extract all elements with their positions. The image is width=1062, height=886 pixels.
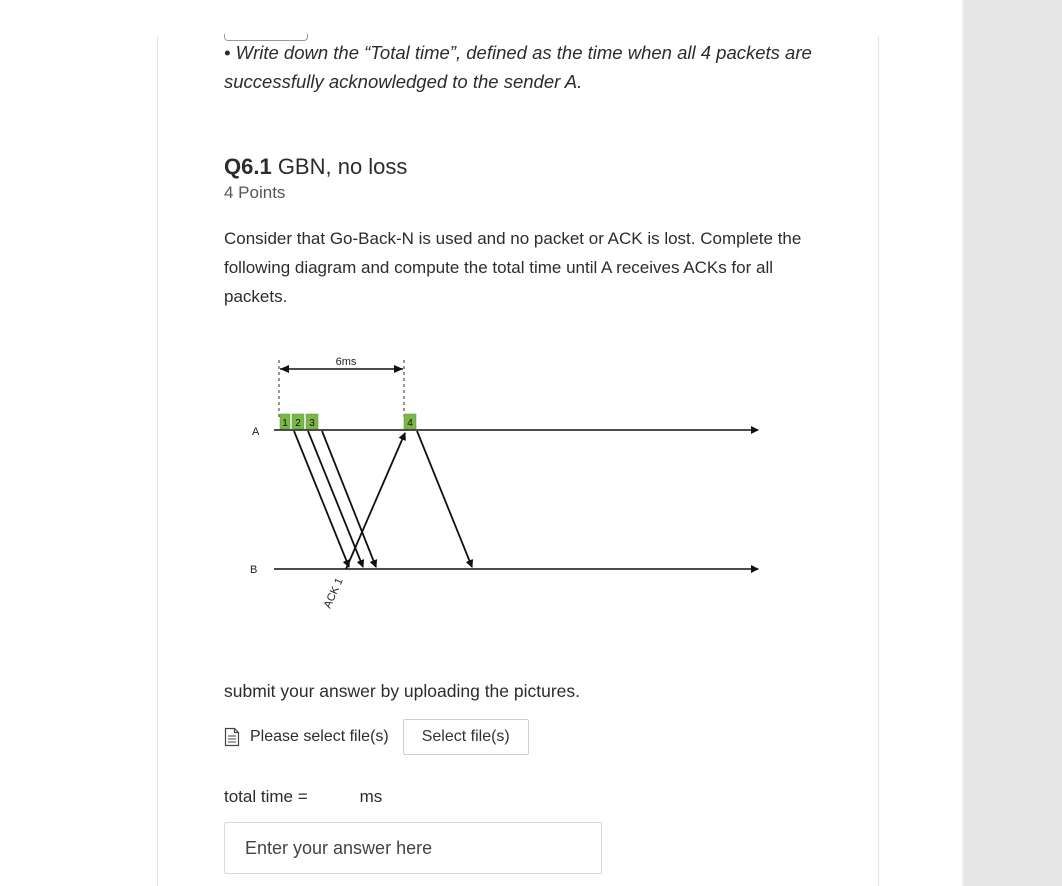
- total-time-label: total time =: [224, 787, 308, 806]
- answer-input[interactable]: [224, 822, 602, 874]
- packet-3-label: 3: [309, 418, 315, 429]
- question-title-text: GBN, no loss: [271, 154, 408, 179]
- intro-bullet: • Write down the “Total time”, defined as the time when all 4 packets are successfully acknowledged to the sender A.: [224, 42, 812, 92]
- receiver-label: B: [250, 564, 258, 576]
- ack-1-label: ACK 1: [321, 576, 346, 611]
- select-files-button[interactable]: Select file(s): [403, 719, 529, 755]
- packet-4-line: [417, 431, 472, 567]
- packet-3-line: [322, 431, 376, 567]
- interval-arrow-right-head: [394, 365, 403, 373]
- question-number: Q6.1: [224, 154, 272, 179]
- sender-label: A: [252, 426, 260, 438]
- packet-1-label: 1: [282, 418, 288, 429]
- question-title: [224, 152, 407, 182]
- interval-arrow-left-head: [280, 365, 289, 373]
- packet-1-line: [294, 431, 349, 567]
- file-status: Please select file(s): [250, 728, 389, 745]
- file-icon: [224, 727, 240, 747]
- interval-label: 6ms: [335, 356, 357, 368]
- packet-4-label: 4: [407, 418, 413, 429]
- file-upload-row: [224, 718, 529, 756]
- ack-1-line: [346, 433, 405, 569]
- total-time-row: [224, 787, 382, 807]
- question-points: 4 Points: [224, 183, 286, 202]
- total-time-unit: ms: [359, 787, 383, 806]
- upload-instruction: submit your answer by uploading the pictures.: [224, 681, 581, 701]
- packet-2-label: 2: [295, 418, 301, 429]
- timing-diagram: [240, 345, 780, 625]
- right-gutter: [965, 0, 1062, 886]
- question-description: Consider that Go-Back-N is used and no packet or ACK is lost. Complete the following diagram and compute the total time until A receives ACKs for all packets.: [224, 229, 802, 306]
